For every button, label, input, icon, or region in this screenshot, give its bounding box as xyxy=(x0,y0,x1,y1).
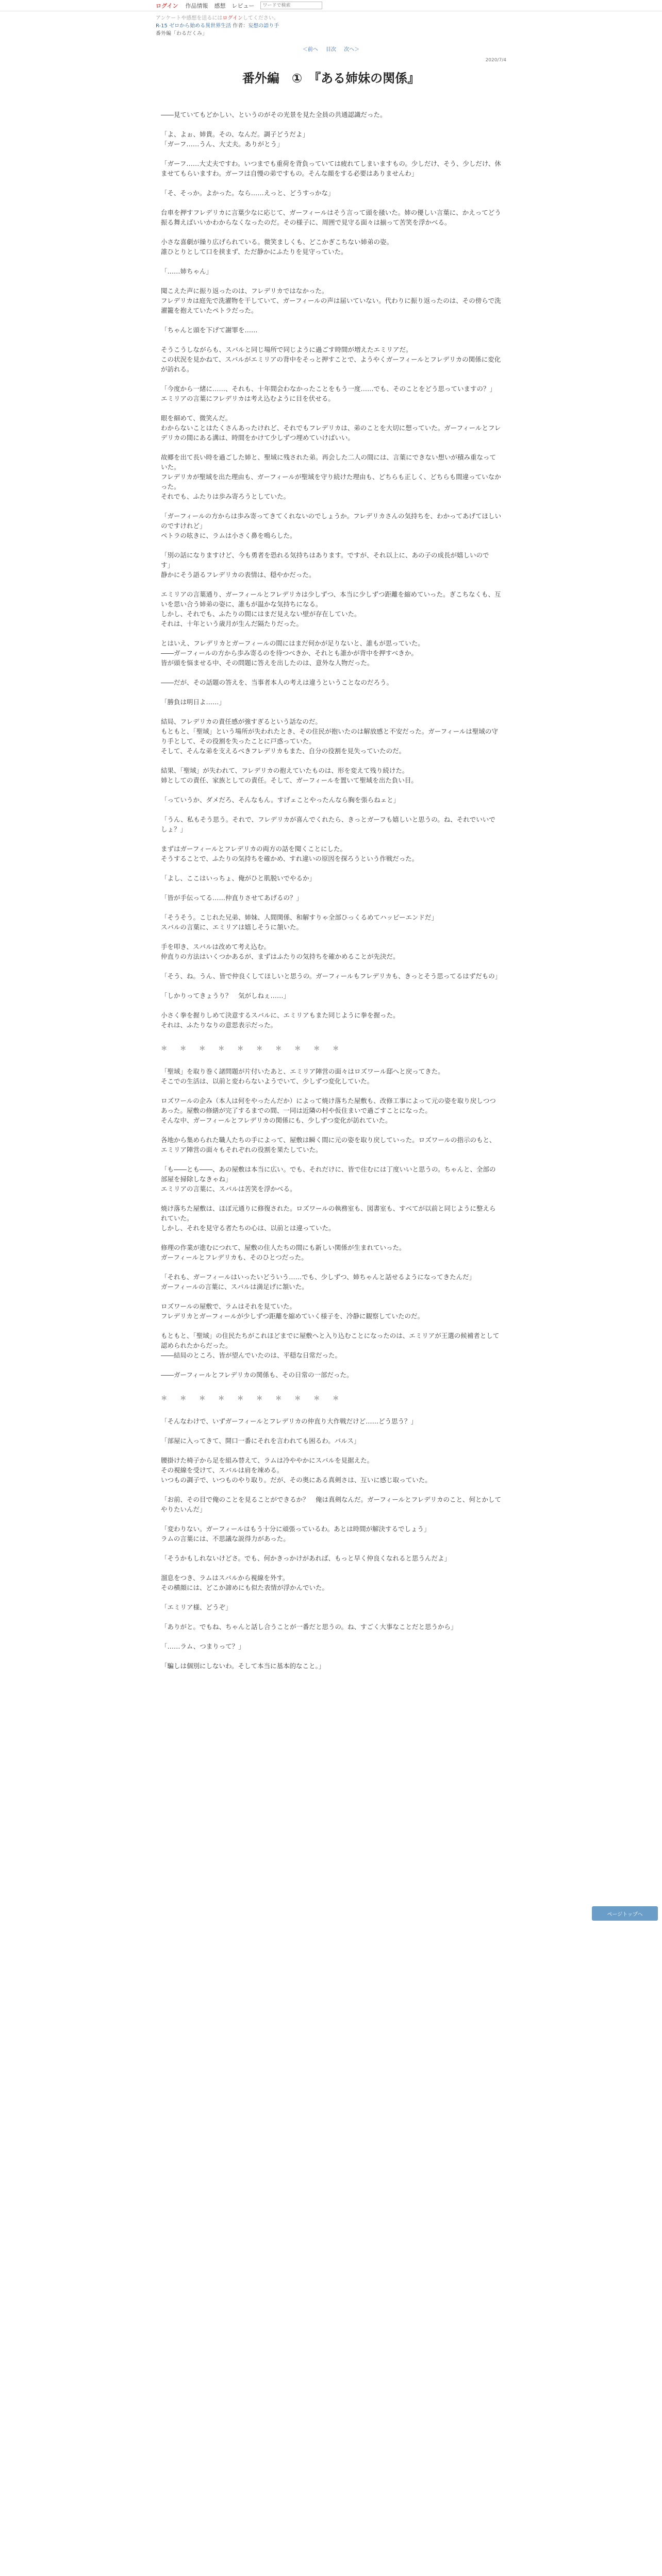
paragraph: 「エミリア様、どうぞ」 xyxy=(161,1603,232,1611)
paragraph: 「……姉ちゃん」 xyxy=(161,267,213,275)
paragraph: ――ガーフィールとフレデリカの関係も、その日常の一部だった。 xyxy=(161,1371,353,1379)
paragraph: 「別の話になりますけど、今も勇者を恐れる気持ちはあります。ですが、それ以上に、あの子の成長が嬉しいのです」 静かにそう語るフレデリカの表情は、穏やかだった。 xyxy=(161,551,489,579)
paragraph: 「……ラム、つまりって？」 xyxy=(161,1642,245,1650)
login-notice: アンケートや感想を送るにはログインしてください。 xyxy=(156,15,279,21)
paragraph: 「そうそう。こじれた兄弟、姉妹、人間関係、和解すりゃ全部ひっくるめてハッピーエンドだ」 スバルの言葉に、エミリアは嬉しそうに頷いた。 xyxy=(161,913,438,931)
paragraph: とはいえ、フレデリカとガーフィールの間にはまだ何かが足りないと、誰もが思っていた。 ――ガーフィールの方から歩み寄るのを待つべきか、それとも誰かが背中を押すべきか。 皆が頭を悩ませる中、その問題に答えを出したのは、意外な人物だった。 xyxy=(161,639,424,667)
paragraph: 手を叩き、スバルは改めて考え込む。 仲直りの方法はいくつかあるが、まずはふたりの気持ちを確かめることが先決だ。 xyxy=(161,943,400,960)
paragraph: 「うん、私もそう思う。それで、フレデリカが喜んでくれたら、きっとガーフも嬉しいと思うの。ね、それでいいでしょ？」 xyxy=(161,816,495,833)
paragraph: 焼け落ちた屋敷は、ほぼ元通りに修復された。ロズワールの執務室も、図書室も、すべてが以前と同じように整えられていた。 しかし、それを見守る者たちの心は、以前とは違っていた。 xyxy=(161,1205,496,1232)
paragraph: 故郷を出て長い時を過ごした姉と、聖域に残された弟。再会した二人の間には、言葉にできない想いが積み重なっていた。 フレデリカが聖域を出た理由も、ガーフィールが聖域を守り続けた理由も、どちらも正しく、どちらも間違っていなかった。 それでも、ふたりは歩み寄ろうとしていた。 xyxy=(161,453,501,500)
author-link[interactable]: 妄想の語り手 xyxy=(248,23,279,29)
prev-link[interactable]: ＜前へ xyxy=(302,47,318,53)
next-link[interactable]: 次へ＞ xyxy=(344,47,360,53)
paragraph: エミリアの言葉通り、ガーフィールとフレデリカは少しずつ、本当に少しずつ距離を縮めていった。ぎこちなくも、互いを思い合う姉弟の姿に、誰もが温かな気持ちになる。 しかし、それでも、ふたりの間にはまだ見えない壁が存在していた。 それは、十年という歳月が生んだ隔たりだった。 xyxy=(161,590,501,628)
paragraph: まずはガーフィールとフレデリカの両方の話を聞くことにした。 そうすることで、ふたりの気持ちを確かめ、すれ違いの原因を探ろうという作戦だった。 xyxy=(161,845,419,862)
post-date: 2020/7/4 xyxy=(485,58,506,63)
nav-work-info[interactable]: 作品情報 xyxy=(185,2,208,9)
notice-login-link[interactable]: ログイン xyxy=(222,15,243,21)
paragraph: 「お前、その目で俺のことを見ることができるか？ 俺は真剣なんだ。ガーフィールとフレデリカのこと、何とかしてやりたいんだ」 xyxy=(161,1496,502,1513)
section-separator: ＊ ＊ ＊ ＊ ＊ ＊ ＊ ＊ ＊ ＊ xyxy=(161,1394,342,1402)
index-link[interactable]: 目次 xyxy=(326,47,336,53)
paragraph: 「変わりない。ガーフィールはもう十分に頑張っているわ。あとは時間が解決するでしょう」 ラムの言葉には、不思議な説得力があった。 xyxy=(161,1525,431,1543)
paragraph: 「皆が手伝ってる……仲直りさせてあげるの？」 xyxy=(161,894,303,902)
paragraph: 「そう、ね。うん、皆で仲良くしてほしいと思うの。ガーフィールもフレデリカも、きっとそう思ってるはずだもの」 xyxy=(161,972,502,980)
paragraph: 「ガーフィールの方からは歩み寄ってきてくれないのでしょうか。フレデリカさんの気持ちを、わかってあげてほしいのですけれど」 ペトラの呟きに、ラムは小さく鼻を鳴らした。 xyxy=(161,512,502,539)
paragraph: 「っていうか、ダメだろ、そんなもん。すげェことやったんなら胸を張らねェと」 xyxy=(161,796,400,804)
paragraph: 「今度から一緒に……、それも、十年間会わなかったことをもう一度……でも、そのことをどう思っていますの？」 エミリアの言葉にフレデリカは考え込むように目を伏せる。 xyxy=(161,385,496,402)
paragraph: 結局、フレデリカの責任感が強すぎるという話なのだ。 もともと、「聖域」という場所が失われたとき、その住民が抱いたのは解放感と不安だった。ガーフィールは聖域の守り手として、その役割を失ったことに戸惑っていた。 そして、そんな弟を支えるべきフレデリカもまた、自分の役割を見失っていたのだ。 xyxy=(161,718,498,755)
paragraph: 小さく拳を握りしめて決意するスバルに、エミリアもまた同じように拳を握った。 それは、ふたりなりの意思表示だった。 xyxy=(161,1011,400,1029)
nav-reviews[interactable]: レビュー xyxy=(231,2,255,9)
paragraph: 「よし、ここはいっちょ、俺がひと肌脱いでやるか」 xyxy=(161,874,316,882)
paragraph: 「そんなわけで、いずガーフィールとフレデリカの仲直り大作戦だけど……どう思う？」 xyxy=(161,1417,418,1425)
chapter-title: 番外編 ① 『ある姉妹の関係』 xyxy=(242,71,420,86)
login-link[interactable]: ログイン xyxy=(156,2,178,9)
paragraph: 「聖域」を取り巻く諸問題が片付いたあと、エミリア陣営の面々はロズワール邸へと戻ってきた。 そこでの生活は、以前と変わらないようでいて、少しずつ変化していた。 xyxy=(161,1067,444,1085)
section-separator: ＊ ＊ ＊ ＊ ＊ ＊ ＊ ＊ ＊ ＊ xyxy=(161,1044,342,1052)
paragraph: 「そうかもしれないけどさ。でも、何かきっかけがあれば、もっと早く仲良くなれると思うんだよ」 xyxy=(161,1554,451,1562)
paragraph: もともと、「聖域」の住民たちがこれほどまでに屋敷へと入り込むことになったのは、エミリアが王選の候補者として認められたからだった。 ――結局のところ、皆が望んでいたのは、平穏な日常だった。 xyxy=(161,1332,500,1359)
search-input[interactable] xyxy=(260,2,322,9)
series-line: 番外編「わるだくみ」 xyxy=(156,31,207,37)
paragraph: 溜息をつき、ラムはスバルから視線を外す。 その横顔には、どこか諦めにも似た表情が浮かんでいた。 xyxy=(161,1574,329,1591)
paragraph: 結果、「聖域」が失われて、フレデリカの抱えていたものは、形を変えて残り続けた。 姉としての責任、家族としての責任。そして、ガーフィールを置いて聖域を出た負い目。 xyxy=(161,767,418,784)
paragraph: 腰掛けた椅子から足を組み替えて、ラムは冷ややかにスバルを見据えた。 その視線を受けて、スバルは肩を竦める。 いつもの調子で、いつものやり取り。だが、その奥にある真剣さは、互いに感じ取っていた。 xyxy=(161,1456,432,1484)
paragraph: 「そ、そっか。よかった。なら……えっと、どうすっかな」 xyxy=(161,189,335,197)
paragraph: 修理の作業が進むにつれて、屋敷の住人たちの間にも新しい関係が生まれていった。 ガーフィールとフレデリカも、そのひとつだった。 xyxy=(161,1244,406,1261)
paragraph: 「よ、よぉ、姉貴。その、なんだ。調子どうだよ」 「ガーフ……うん、大丈夫。ありがとう」 xyxy=(161,130,309,148)
paragraph: ロズワールの屋敷で、ラムはそれを見ていた。 フレデリカとガーフィールが少しずつ距離を縮めていく様子を、冷静に観察していたのだ。 xyxy=(161,1302,424,1320)
nav-comments[interactable]: 感想 xyxy=(214,2,226,9)
paragraph: 聞こえた声に振り返ったのは、フレデリカではなかった。 フレデリカは庭先で洗濯物を干していて、ガーフィールの声は届いていない。代わりに振り返ったのは、その傍らで洗濯籠を抱えていたペトラだった。 xyxy=(161,287,501,314)
paragraph: 「部屋に入ってきて、開口一番にそれを言われても困るわ。バルス」 xyxy=(161,1437,360,1445)
paragraph: 「それも、ガーフィールはいったいどういう……でも、少しずつ、姉ちゃんと話せるようになってきたんだ」 ガーフィールの言葉に、スバルは満足げに頷いた。 xyxy=(161,1273,476,1291)
paragraph: 台車を押すフレデリカに言葉少なに応じて、ガーフィールはそう言って頭を掻いた。姉の優しい言葉に、かえってどう振る舞えばいいかわからなくなったのだ。その様子に、周囲で見守る面々は揃って苦笑を浮かべる。 xyxy=(161,209,501,226)
rating-badge: R-15 xyxy=(156,23,168,29)
paragraph: ――見ていてもどかしい、というのがその光景を見た全員の共通認識だった。 xyxy=(161,111,387,118)
paragraph: 「騙しは個別にしないわ。そして本当に基本的なこと。」 xyxy=(161,1662,325,1670)
paragraph: 「も――とも――、あの屋敷は本当に広い。でも、それだけに、皆で住むには丁度いいと思うの。ちゃんと、全部の部屋を掃除しなきゃね」 エミリアの言葉に、スバルは苦笑を浮かべる。 xyxy=(161,1165,496,1193)
work-info-line: R-15 ゼロから始める異世界生活 作者：妄想の語り手 xyxy=(156,23,279,29)
paragraph: 「ちゃんと頭を下げて謝罪を…… xyxy=(161,326,258,334)
paragraph: ロズワールの企み（本人は何をやったんだか）によって焼け落ちた屋敷も、改修工事によって元の姿を取り戻しつつあった。屋敷の修繕が完了するまでの間、一同は近隣の村や仮住まいで過ごすことになった。 そんな中、ガーフィールとフレデリカの関係にも、少しずつ変化が訪れていた。 xyxy=(161,1097,496,1124)
paragraph: そうこうしながらも、スバルと同じ場所で同じように過ごす時間が増えたエミリアだ。 この状況を見かねて、スバルがエミリアの背中をそっと押すことで、ようやくガーフィールとフレデリカの関係に変化が訪れる。 xyxy=(161,346,501,373)
page-navigation xyxy=(0,45,662,53)
paragraph: 眼を細めて、微笑んだ。 わからないことはたくさんあったけれど、それでもフレデリカは、弟のことを大切に想っていた。ガーフィールとフレデリカの間にある溝は、時間をかけて少しずつ埋めていけばいい。 xyxy=(161,414,501,442)
novel-body xyxy=(161,110,501,1671)
paragraph: 「ガーフ……大丈夫ですわ。いつまでも重荷を背負っていては疲れてしまいますもの。少しだけ、そう、少しだけ、休ませてもらいますわ。ガーフは自慢の弟ですもの。そんな顔をする必要はありませんわ」 xyxy=(161,160,501,177)
page-top-button[interactable]: ページトップへ xyxy=(592,1906,658,1921)
work-header xyxy=(0,11,662,38)
paragraph: 各地から集められた職人たちの手によって、屋敷は瞬く間に元の姿を取り戻していった。ロズワールの指示のもと、エミリア陣営の面々もそれぞれの役割を果たしていた。 xyxy=(161,1136,496,1154)
paragraph: 小さな喜劇が繰り広げられている。微笑ましくも、どこかぎこちない姉弟の姿。 誰ひとりとして口を挟まず、ただ静かにふたりを見守っていた。 xyxy=(161,238,393,256)
paragraph: ――だが、その話題の答えを、当事者本人の考えは違うということなのだろう。 xyxy=(161,679,393,686)
top-bar xyxy=(0,0,662,11)
paragraph: 「ありがと。でもね、ちゃんと話し合うことが一番だと思うの。ね、すごく大事なことだと思うから」 xyxy=(161,1623,457,1631)
paragraph: 「しかりってきょうり？ 気がしねぇ……」 xyxy=(161,992,290,999)
work-title-link[interactable]: ゼロから始める異世界生活 xyxy=(169,23,231,29)
paragraph: 「勝負は明日よ……」 xyxy=(161,698,226,706)
